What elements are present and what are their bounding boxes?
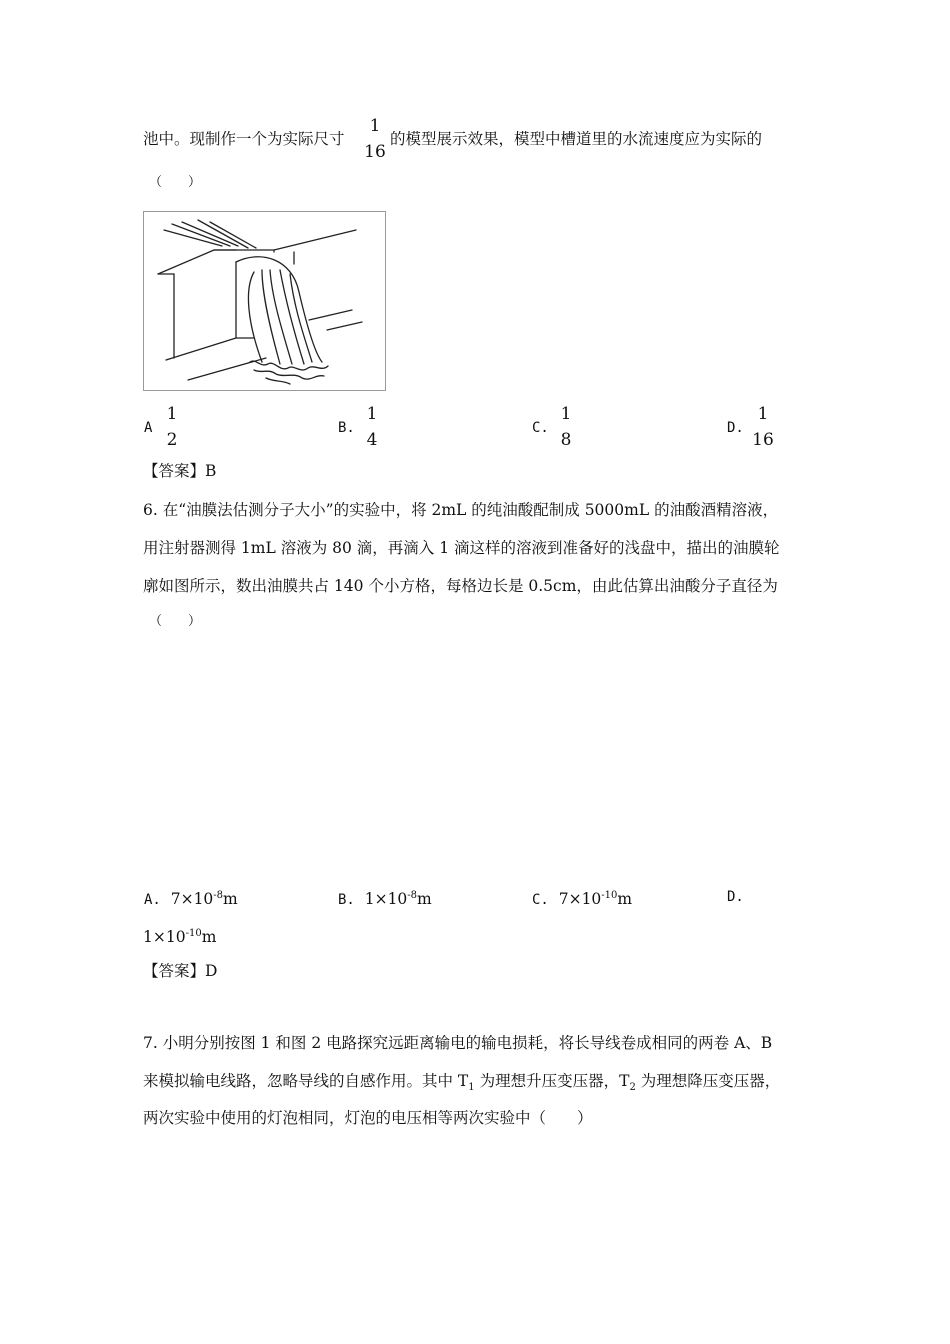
q7-line1: 7. 小明分别按图 1 和图 2 电路探究远距离输电的输电损耗，将长导线卷成相同的两卷 A、B bbox=[143, 1034, 773, 1052]
q5-stem-frac-den: 16 bbox=[364, 142, 386, 162]
waterfall-illustration bbox=[144, 212, 385, 390]
q6-line3: 廓如图所示，数出油膜共占 140 个小方格，每格边长是 0.5cm，由此估算出油酸分子直径为 bbox=[143, 577, 778, 595]
q7-t2-subscript: 2 bbox=[629, 1082, 636, 1094]
q6-line2: 用注射器测得 1mL 溶液为 80 滴，再滴入 1 滴这样的溶液到准备好的浅盘中，描出的油膜轮 bbox=[143, 539, 780, 557]
q6-option-d-unit: m bbox=[201, 928, 217, 947]
waterfall-figure bbox=[143, 211, 386, 391]
q5-option-d-label[interactable]: D. bbox=[727, 420, 744, 436]
q5-option-d-num: 1 bbox=[757, 404, 769, 424]
q5-answer: 【答案】B bbox=[143, 462, 217, 480]
q5-option-c-label[interactable]: C. bbox=[532, 420, 549, 436]
q6-option-c-exponent: -10 bbox=[601, 890, 618, 901]
q6-option-b-unit: m bbox=[417, 890, 432, 909]
q5-option-b-den: 4 bbox=[366, 430, 378, 450]
q6-answer: 【答案】D bbox=[143, 962, 218, 980]
q5-option-d-den: 16 bbox=[752, 430, 774, 450]
q6-option-b[interactable] bbox=[338, 886, 432, 910]
q6-option-a-label: A. bbox=[144, 892, 161, 909]
q6-paren: （ ） bbox=[149, 614, 202, 629]
q5-stem-part2: 的模型展示效果，模型中槽道里的水流速度应为实际的 bbox=[390, 130, 763, 148]
q5-option-c-num: 1 bbox=[560, 404, 572, 424]
q5-option-a-den: 2 bbox=[166, 430, 178, 450]
q6-line1: 6. 在“油膜法估测分子大小”的实验中，将 2mL 的纯油酸配制成 5000mL 的油酸酒精溶液， bbox=[143, 501, 779, 519]
q6-option-a-unit: m bbox=[223, 890, 238, 909]
q7-line2 bbox=[143, 1071, 780, 1098]
q5-stem-frac-num: 1 bbox=[369, 116, 381, 136]
q7-t1-subscript: 1 bbox=[468, 1082, 475, 1094]
q6-option-c-unit: m bbox=[617, 890, 633, 909]
q5-option-b-label[interactable]: B. bbox=[338, 420, 355, 436]
q5-stem-part1: 池中。现制作一个为实际尺寸 bbox=[143, 130, 345, 148]
q7-line3: 两次实验中使用的灯泡相同，灯泡的电压相等两次实验中（ ） bbox=[143, 1109, 593, 1127]
q5-option-c-den: 8 bbox=[560, 430, 572, 450]
q7-line2b-text: 为理想升压变压器，T bbox=[474, 1072, 630, 1090]
q5-option-a-label[interactable]: A bbox=[144, 420, 153, 436]
q7-line2c-text: 为理想降压变压器， bbox=[635, 1072, 781, 1090]
q6-option-c[interactable] bbox=[532, 886, 632, 910]
q6-option-d-label-wrap[interactable] bbox=[727, 886, 744, 907]
q6-option-b-mantissa: 1×10 bbox=[364, 890, 408, 909]
q6-option-a-exponent: -8 bbox=[213, 890, 224, 901]
q6-option-d-mantissa: 1×10 bbox=[143, 928, 186, 947]
q6-option-d[interactable] bbox=[143, 924, 216, 947]
q5-option-c-fraction[interactable] bbox=[551, 404, 581, 450]
q5-option-b-fraction[interactable] bbox=[357, 404, 387, 450]
q5-option-a-fraction[interactable] bbox=[157, 404, 187, 450]
q6-option-c-label: C. bbox=[532, 892, 549, 909]
q7-line2-text: 来模拟输电线路，忽略导线的自感作用。其中 T bbox=[143, 1072, 469, 1090]
q5-option-d-fraction[interactable] bbox=[748, 404, 778, 450]
q5-option-a-num: 1 bbox=[166, 404, 178, 424]
q6-option-d-label: D. bbox=[727, 889, 744, 905]
q5-option-b-num: 1 bbox=[366, 404, 378, 424]
q6-option-a-mantissa: 7×10 bbox=[170, 890, 214, 909]
q6-option-b-label: B. bbox=[338, 892, 355, 909]
q6-option-c-mantissa: 7×10 bbox=[558, 890, 602, 909]
q6-option-b-exponent: -8 bbox=[407, 890, 418, 901]
q6-option-a[interactable] bbox=[144, 886, 238, 910]
q6-option-d-exponent: -10 bbox=[185, 928, 202, 939]
q5-stem-fraction bbox=[360, 116, 390, 162]
q5-paren: （ ） bbox=[149, 175, 202, 190]
